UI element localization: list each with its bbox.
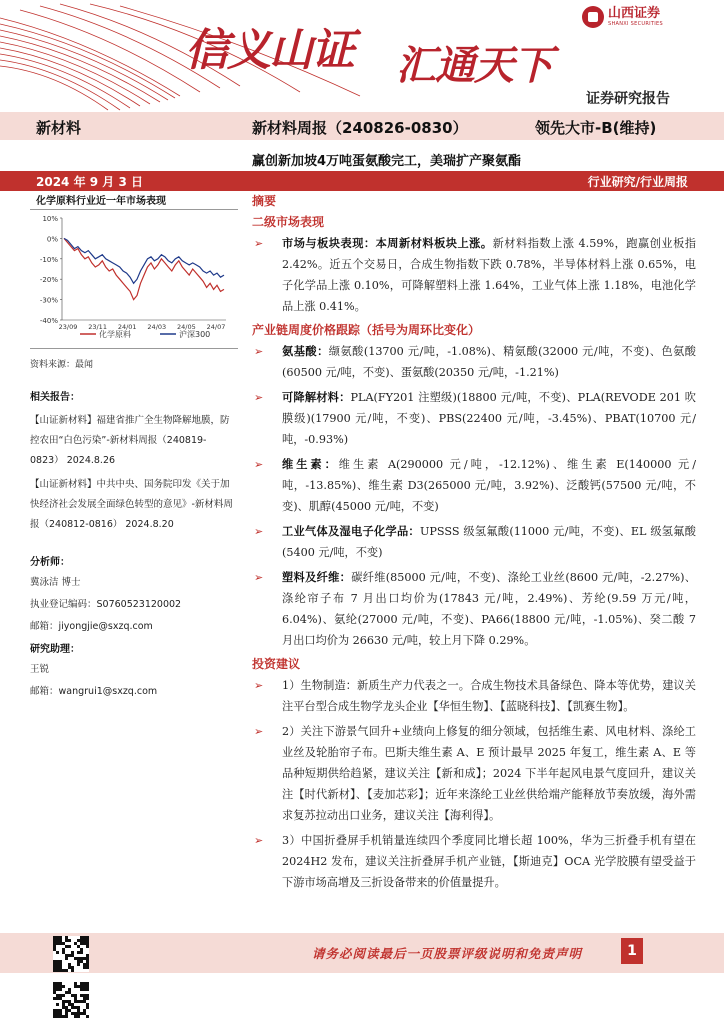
y-tick-label: -10% xyxy=(39,255,58,264)
page-number: 1 xyxy=(621,938,643,964)
arrow-icon: ➢ xyxy=(254,237,264,250)
x-tick-label: 24/03 xyxy=(147,323,167,331)
report-category: 行业研究/行业周报 xyxy=(587,175,688,189)
price-item-vitamin xyxy=(252,454,696,517)
report-title: 新材料周报（240826-0830） xyxy=(252,119,468,137)
related-report-item[interactable]: 【山证新材料】中共中央、国务院印发《关于加快经济社会发展全面绿色转型的意见》-新材料周报（240812-0816） 2024.8.20 xyxy=(30,479,233,530)
report-date: 2024 年 9 月 3 日 xyxy=(36,175,143,189)
market-chart xyxy=(30,210,238,344)
x-tick-label: 24/05 xyxy=(177,323,196,331)
arrow-icon: ➢ xyxy=(254,571,264,584)
arrow-icon: ➢ xyxy=(254,345,264,358)
summary-head: 摘要 xyxy=(252,194,277,208)
slogan-part2: 汇通天下 xyxy=(396,42,552,89)
advice-section-head: 投资建议 xyxy=(252,657,301,671)
analyst-head: 分析师： xyxy=(30,557,70,568)
assistant-info xyxy=(30,659,238,703)
price-item-bold: 塑料及纤维： xyxy=(282,571,352,584)
y-tick-label: 0% xyxy=(46,235,58,244)
left-column xyxy=(30,192,238,703)
qr-code-icon xyxy=(53,982,89,1018)
related-report-item[interactable]: 【山证新材料】福建省推广全生物降解地膜，防控农田“白色污染”-新材料周报（240819-0823） 2024.8.26 xyxy=(30,415,230,466)
price-item-degradable xyxy=(252,387,696,450)
assistant-head: 研究助理： xyxy=(30,644,80,655)
price-item-text: 维生素 A(290000 元/吨，-12.12%)、维生素 E(140000 元/吨，-13.85%)、维生素 D3(265000 元/吨，3.92%)、泛酸钙(57500 元/吨，不变)、肌醇(45000 元/吨，不变) xyxy=(282,458,696,513)
price-item-bold: 维生素： xyxy=(282,458,339,471)
x-tick-label: 23/09 xyxy=(58,323,78,331)
market-section-head: 二级市场表现 xyxy=(252,215,325,229)
data-source: 资料来源：最闻 xyxy=(30,348,238,374)
price-section-head: 产业链周度价格跟踪（括号为周环比变化） xyxy=(252,323,481,337)
report-type: 证券研究报告 xyxy=(586,91,670,107)
analyst-email[interactable]: 邮箱：jiyongjie@sxzq.com xyxy=(30,621,153,632)
slogan-part1: 信义山证 xyxy=(185,25,353,76)
x-tick-label: 24/01 xyxy=(117,323,137,331)
chart-svg xyxy=(30,210,238,344)
legend-label: 化学原料 xyxy=(99,330,131,339)
price-item-bold: 可降解材料： xyxy=(282,391,351,404)
price-item-text: UPSSS 级氢氟酸(11000 元/吨，不变)、EL 级氢氟酸(5400 元/吨，不变) xyxy=(282,525,696,559)
arrow-icon: ➢ xyxy=(254,525,264,538)
advice-text: 1）生物制造：新质生产力代表之一。合成生物技术具备绿色、降本等优势，建议关注平台型合成生物学龙头企业【华恒生物】、【蓝晓科技】、【凯赛生物】。 xyxy=(282,679,696,713)
logo-cn: 山西证券 xyxy=(608,6,661,21)
market-text: 新材料指数上涨 4.59%，跑赢创业板指 2.42%。近五个交易日，合成生物指数下跌 0.78%，半导体材料上涨 0.65%，电子化学品上涨 0.10%，可降解塑料上涨 1.64%，工业气体上涨 1.18%，电池化学品上涨 0.41%。 xyxy=(282,237,696,313)
advice-item xyxy=(252,675,696,717)
sector-name: 新材料 xyxy=(36,119,82,137)
price-item-text: 碳纤维(85000 元/吨，不变)、涤纶工业丝(8600 元/吨，-2.27%)、涤纶帘子布 7 月出口均价为(17843 元/吨，2.49%)、芳纶(9.59 万元/吨，6.04%)、氨纶(27000 元/吨，不变)、PA66(18800 元/吨，-1.05%)、癸二酸 7 月出口均价为 26630 元/吨，较上月下降 0.29%。 xyxy=(282,571,696,647)
company-logo xyxy=(582,6,663,28)
logo-en: SHANXI SECURITIES xyxy=(608,21,663,27)
x-tick-label: 24/07 xyxy=(206,323,226,331)
y-tick-label: -20% xyxy=(39,276,58,285)
disclaimer[interactable]: 请务必阅读最后一页股票评级说明和免责声明 xyxy=(312,946,583,961)
market-bold: 市场与板块表现：本周新材料板块上涨。 xyxy=(282,237,493,250)
y-tick-label: 10% xyxy=(42,215,58,223)
price-item-bold: 工业气体及湿电子化学品： xyxy=(282,525,420,538)
advice-item xyxy=(252,830,696,893)
analyst-info xyxy=(30,572,238,638)
price-item-amino xyxy=(252,341,696,383)
right-column xyxy=(252,192,696,893)
logo-icon xyxy=(582,6,604,28)
price-item-bold: 氨基酸： xyxy=(282,345,329,358)
arrow-icon: ➢ xyxy=(254,834,264,847)
related-reports xyxy=(30,411,238,535)
price-item-text: 缬氨酸(13700 元/吨，-1.08%)、精氨酸(32000 元/吨，不变)、色氨酸(60500 元/吨，不变)、蛋氨酸(20350 元/吨，-1.21%) xyxy=(282,345,696,379)
y-tick-label: -30% xyxy=(39,296,58,305)
market-paragraph xyxy=(252,233,696,317)
arrow-icon: ➢ xyxy=(254,458,264,471)
assistant-email[interactable]: 邮箱：wangrui1@sxzq.com xyxy=(30,686,158,697)
qr-code-icon xyxy=(53,936,89,972)
series-line-化学原料 xyxy=(64,238,224,299)
arrow-icon: ➢ xyxy=(254,679,264,692)
advice-text: 3）中国折叠屏手机销量连续四个季度同比增长超 100%，华为三折叠手机有望在 2024H2 发布，建议关注折叠屏手机产业链，【斯迪克】OCA 光学胶膜有望受益于下游市场高增及三折设备带来的价值量提升。 xyxy=(282,834,696,889)
arrow-icon: ➢ xyxy=(254,391,264,404)
legend-label: 沪深300 xyxy=(179,330,211,339)
advice-text: 2）关注下游景气回升+业绩向上修复的细分领域，包括维生素、风电材料、涤纶工业丝及轮胎帘子布。巴斯夫维生素 A、E 预计最早 2025 年复工，维生素 A、E 等品种短期供给趋紧，建议关注【新和成】；2024 下半年起风电景气度回升，建议关注【时代新材】、【麦加芯彩】；近年来涤纶工业丝供给端产能释放节奏放缓，海外需求复苏拉动出口业务，建议关注【海利得】。 xyxy=(282,725,696,822)
price-item-plastic xyxy=(252,567,696,651)
rating: 领先大市-B(维持) xyxy=(535,119,657,137)
price-item-text: PLA(FY201 注塑级)(18800 元/吨，不变)、PLA(REVODE 201 吹膜级)(17900 元/吨，不变)、PBS(22400 元/吨，-3.45%)、PBAT(10700 元/吨，-0.93%) xyxy=(282,391,696,446)
y-tick-label: -40% xyxy=(39,317,58,325)
assistant-name: 王锐 xyxy=(30,664,50,675)
report-subtitle: 赢创新加坡4万吨蛋氨酸完工，美瑞扩产聚氨酯 xyxy=(252,154,522,169)
price-item-gas xyxy=(252,521,696,563)
analyst-reg: 执业登记编码：S0760523120002 xyxy=(30,599,182,610)
advice-item xyxy=(252,721,696,826)
header xyxy=(0,0,724,112)
chart-title: 化学原料行业近一年市场表现 xyxy=(30,194,238,210)
x-tick-label: 23/11 xyxy=(88,323,107,331)
related-reports-head: 相关报告： xyxy=(30,392,80,403)
analyst-name: 冀泳洁 博士 xyxy=(30,577,81,588)
arrow-icon: ➢ xyxy=(254,725,264,738)
